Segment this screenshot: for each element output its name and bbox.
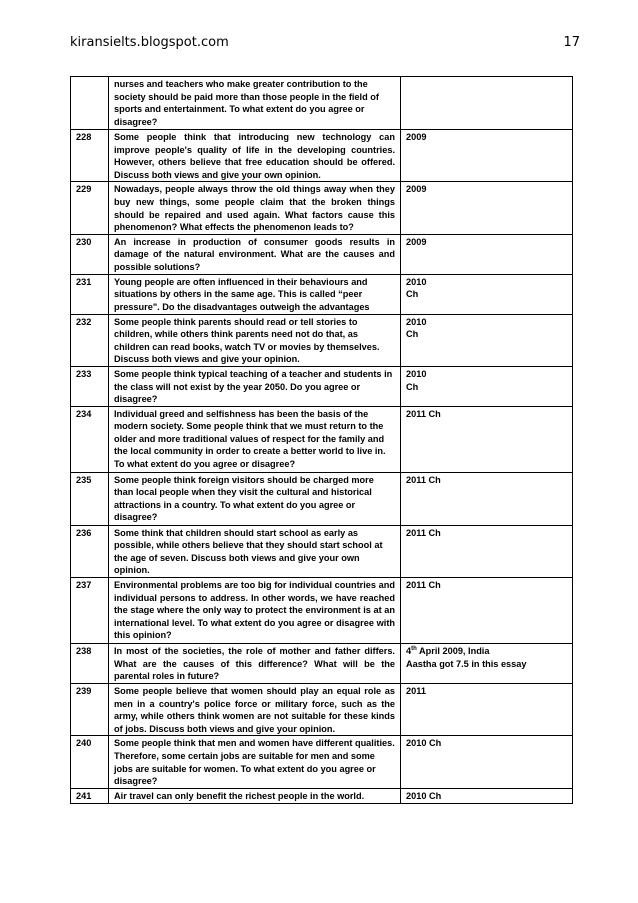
row-number: 240	[71, 736, 109, 789]
row-number: 229	[71, 182, 109, 234]
topic-source: 2011	[401, 684, 573, 736]
topic-text: Some think that children should start school as early as possible, while others believe that they should start school at the age of seven. Discuss both views and give your own opinion.	[109, 525, 401, 577]
topic-text: Some people think parents should read or tell stories to children, while others think parents need not do that, as children can read books, watch TV or movies by themselves. Discuss both views and give your opinion.	[109, 314, 401, 366]
source-date-rest: April 2009, India	[416, 646, 490, 657]
row-number: 237	[71, 578, 109, 644]
table-row	[71, 736, 573, 789]
row-number: 233	[71, 366, 109, 406]
topic-text: Nowadays, people always throw the old things away when they buy new things, some people claim that the broken things should be repaired and used again. What factors cause this phenomenon? What effects the phenomenon leads to?	[109, 182, 401, 234]
topic-text: Some people think foreign visitors should be charged more than local people when they visit the cultural and historical attractions in a country. To what extent do you agree or disagree?	[109, 472, 401, 525]
table-row	[71, 182, 573, 234]
topic-source: 2011 Ch	[401, 472, 573, 525]
table-row	[71, 130, 573, 182]
table-row	[71, 314, 573, 366]
topic-source: 2010 Ch	[401, 274, 573, 314]
topic-source: 2011 Ch	[401, 578, 573, 644]
table-row	[71, 644, 573, 684]
topic-source: 2010 Ch	[401, 314, 573, 366]
table-row	[71, 472, 573, 525]
page-number: 17	[563, 35, 580, 50]
table-row	[71, 789, 573, 804]
page-header	[70, 35, 580, 50]
topic-text: Air travel can only benefit the richest people in the world.	[109, 789, 401, 804]
row-number: 228	[71, 130, 109, 182]
row-number: 230	[71, 234, 109, 274]
row-number: 239	[71, 684, 109, 736]
table-row	[71, 274, 573, 314]
table-row	[71, 77, 573, 130]
row-number: 238	[71, 644, 109, 684]
topic-source: 2009	[401, 234, 573, 274]
topic-text: Some people think that men and women have different qualities. Therefore, some certain jobs are suitable for men and some jobs are suitable for women. To what extent do you agree or disagree?	[109, 736, 401, 789]
topic-text: Environmental problems are too big for individual countries and individual persons to address. In other words, we have reached the stage where the only way to protect the environment is at an international level. To what extent do you agree or disagree with this opinion?	[109, 578, 401, 644]
topic-source	[401, 644, 573, 684]
topic-source: 2010 Ch	[401, 789, 573, 804]
row-number: 231	[71, 274, 109, 314]
topic-text: Some people think typical teaching of a teacher and students in the class will not exist by the year 2050. Do you agree or disagree?	[109, 366, 401, 406]
topic-text: An increase in production of consumer goods results in damage of the natural environment. What are the causes and possible solutions?	[109, 234, 401, 274]
topic-text: nurses and teachers who make greater contribution to the society should be paid more than those people in the field of sports and entertainment. To what extent do you agree or disagree?	[109, 77, 401, 130]
table-row	[71, 406, 573, 472]
topic-source: 2011 Ch	[401, 525, 573, 577]
essay-topics-table	[70, 76, 573, 804]
topic-source: 2009	[401, 182, 573, 234]
source-day-suffix: th	[411, 646, 417, 652]
topic-source: 2010 Ch	[401, 366, 573, 406]
blog-url: kiransielts.blogspot.com	[70, 35, 229, 50]
table-row	[71, 234, 573, 274]
topic-text: In most of the societies, the role of mother and father differs. What are the causes of this difference? What will be the parental roles in future?	[109, 644, 401, 684]
table-row	[71, 525, 573, 577]
topic-source: 2011 Ch	[401, 406, 573, 472]
row-number	[71, 77, 109, 130]
topic-source: 2010 Ch	[401, 736, 573, 789]
row-number: 232	[71, 314, 109, 366]
topic-source: 2009	[401, 130, 573, 182]
topic-text: Some people believe that women should play an equal role as men in a country's police force or military force, such as the army, while others think women are not suitable for these kinds of jobs. Discuss both views and give your opinion.	[109, 684, 401, 736]
topic-text: Some people think that introducing new technology can improve people's quality of life in the developing countries. However, others believe that free education should be offered. Discuss both views and give your own opinion.	[109, 130, 401, 182]
topic-source	[401, 77, 573, 130]
row-number: 235	[71, 472, 109, 525]
topic-text: Young people are often influenced in their behaviours and situations by others in the same age. This is called “peer pressure". Do the disadvantages outweigh the advantages	[109, 274, 401, 314]
row-number: 241	[71, 789, 109, 804]
table-row	[71, 684, 573, 736]
table-row	[71, 578, 573, 644]
table-row	[71, 366, 573, 406]
topic-text: Individual greed and selfishness has been the basis of the modern society. Some people think that we must return to the older and more traditional values of respect for the family and the local community in order to create a better world to live in. To what extent do you agree or disagree?	[109, 406, 401, 472]
source-note: Aastha got 7.5 in this essay	[406, 658, 527, 669]
row-number: 236	[71, 525, 109, 577]
source-day: 4	[406, 646, 412, 657]
row-number: 234	[71, 406, 109, 472]
